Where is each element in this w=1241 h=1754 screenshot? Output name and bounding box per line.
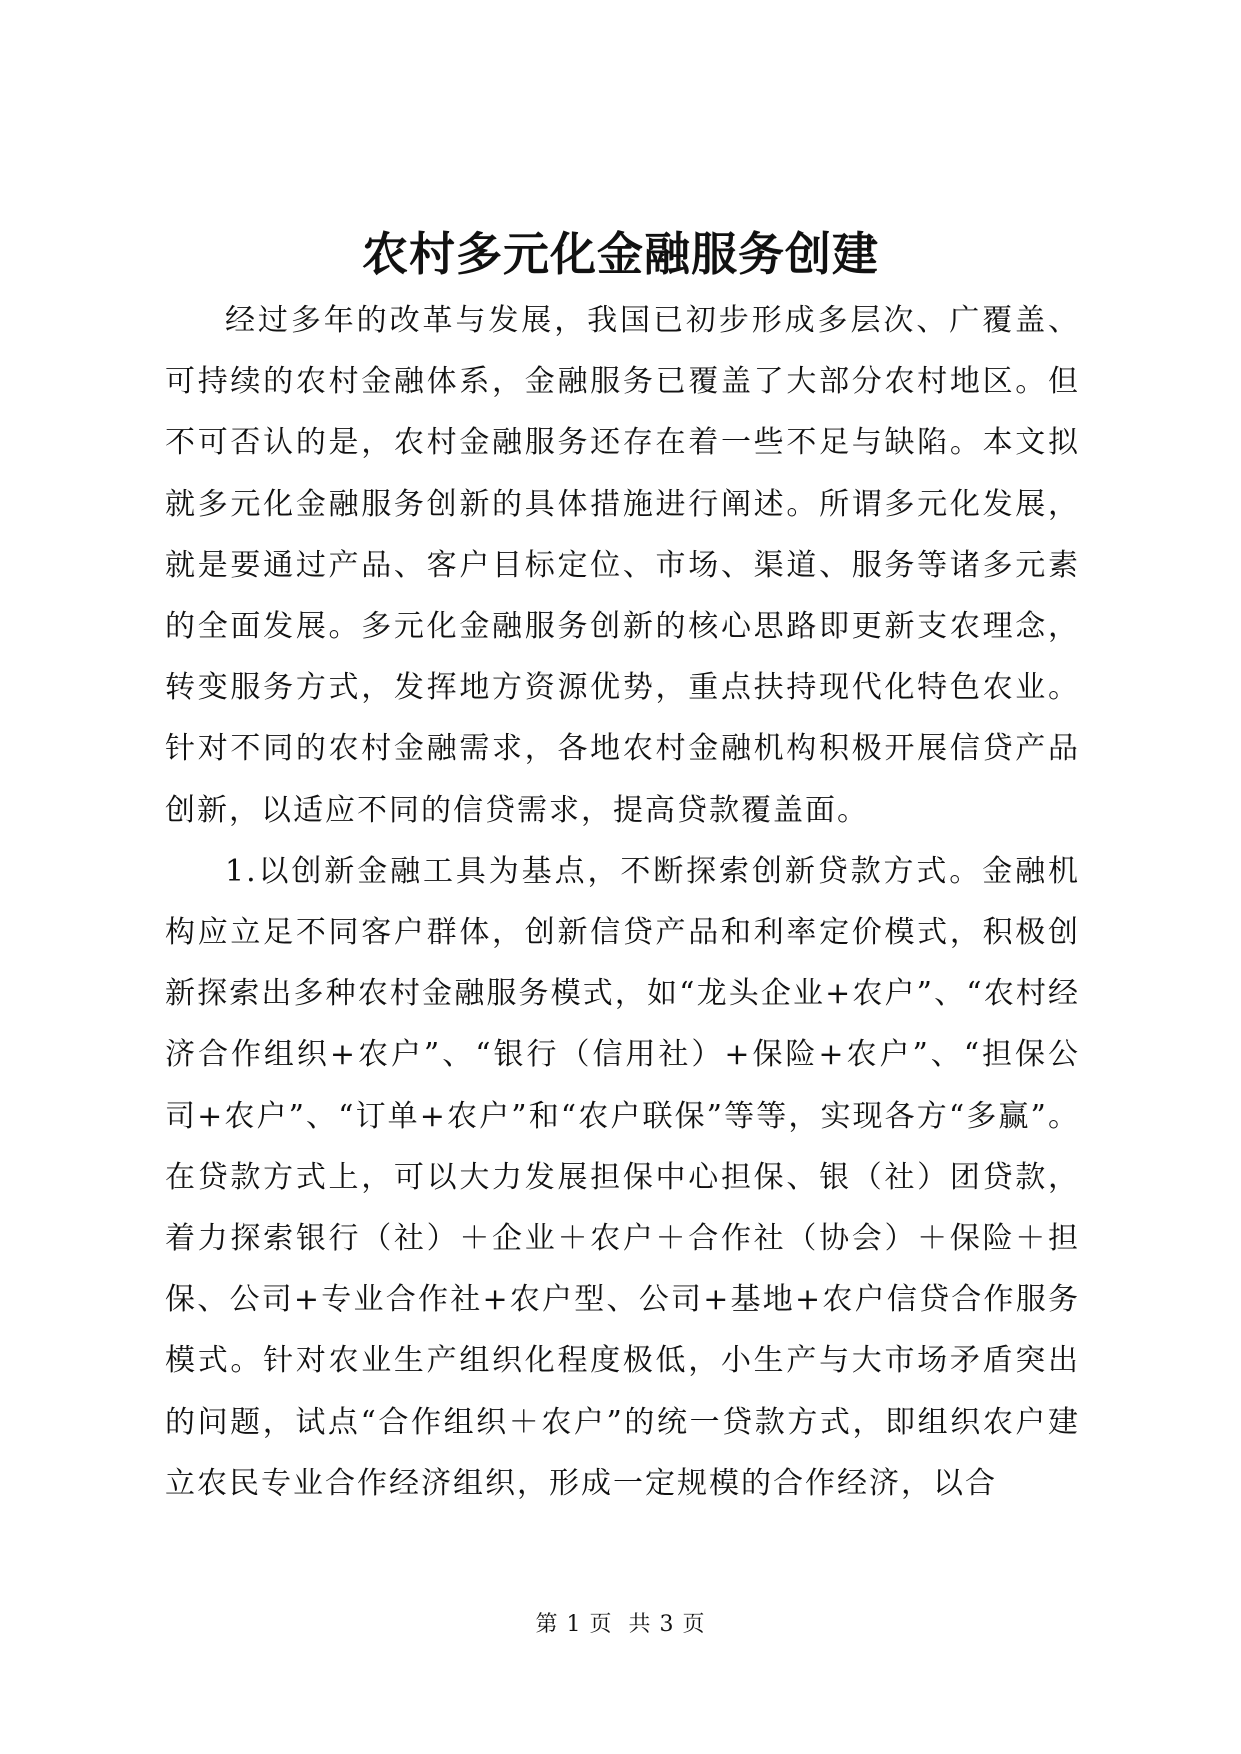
- page-footer: [0, 1610, 1241, 1640]
- document-title: 农村多元化金融服务创建: [362, 227, 879, 281]
- paragraph-section-1: 1.以创新金融工具为基点，不断探索创新贷款方式。金融机构应立足不同客户群体，创新信贷产品和利率定价模式，积极创新探索出多种农村金融服务模式，如“龙头企业+农户”、“农村经济合作组织+农户”、“银行（信用社）+保险+农户”、“担保公司+农户”、“订单+农户”和“农户联保”等等，实现各方“多赢”。在贷款方式上，可以大力发展担保中心担保、银（社）团贷款，着力探索银行（社）＋企业＋农户＋合作社（协会）＋保险＋担保、公司+专业合作社+农户型、公司+基地+农户信贷合作服务模式。针对农业生产组织化程度极低，小生产与大市场矛盾突出的问题，试点“合作组织＋农户”的统一贷款方式，即组织农户建立农民专业合作经济组织，形成一定规模的合作经济，以合: [165, 853, 1080, 1501]
- paragraph-intro: 经过多年的改革与发展，我国已初步形成多层次、广覆盖、可持续的农村金融体系，金融服务已覆盖了大部分农村地区。但不可否认的是，农村金融服务还存在着一些不足与缺陷。本文拟就多元化金融服务创新的具体措施进行阐述。所谓多元化发展，就是要通过产品、客户目标定位、市场、渠道、服务等诸多元素的全面发展。多元化金融服务创新的核心思路即更新支农理念，转变服务方式，发挥地方资源优势，重点扶持现代化特色农业。针对不同的农村金融需求，各地农村金融机构积极开展信贷产品创新，以适应不同的信贷需求，提高贷款覆盖面。: [165, 303, 1080, 828]
- page-number-label: 第 1 页 共 3 页: [535, 1612, 706, 1637]
- document-body: [165, 290, 1080, 1514]
